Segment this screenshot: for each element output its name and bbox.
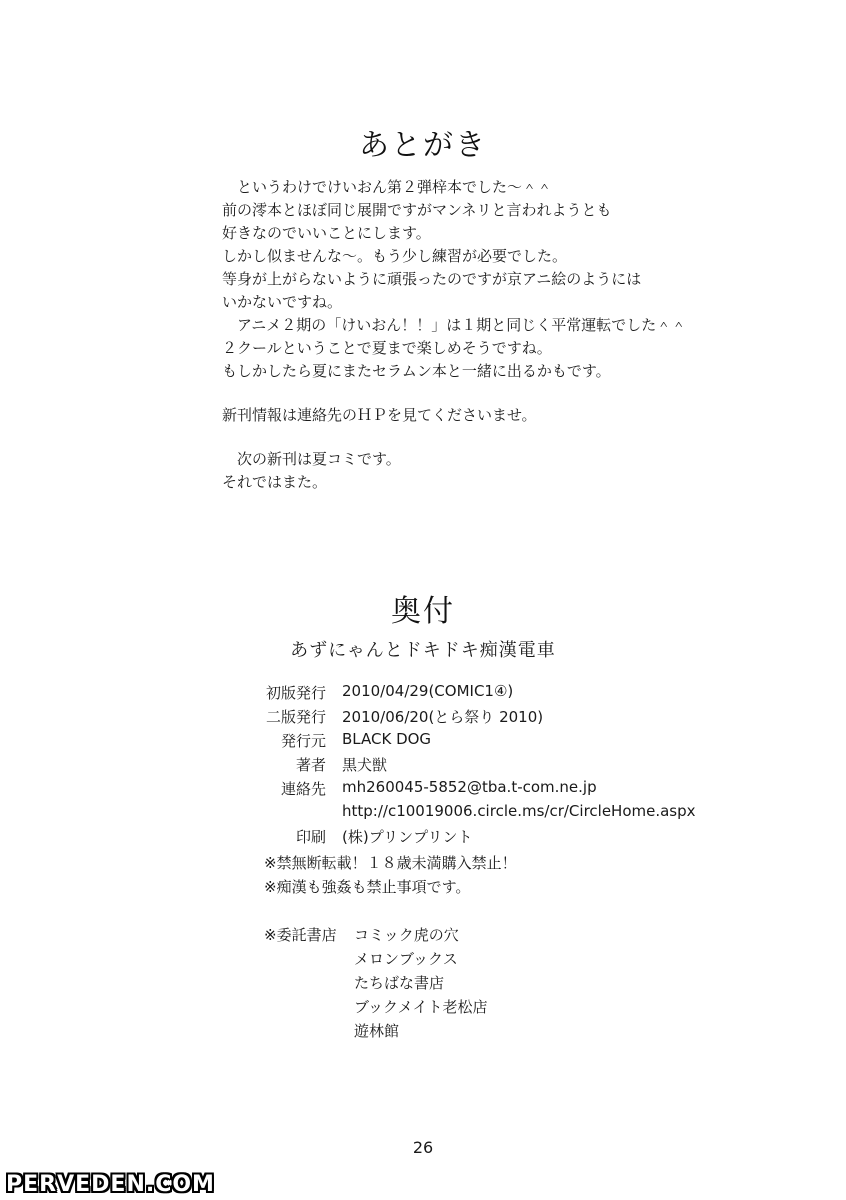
printer-value: (株)プリンプリント — [342, 828, 473, 846]
afterword-line: というわけでけいおん第２弾梓本でした～＾＾ — [222, 178, 553, 196]
publisher-label: 発行元 — [280, 732, 326, 750]
book-title: あずにゃんとドキドキ痴漢電車 — [290, 640, 556, 661]
closing-line: それではまた。 — [222, 473, 328, 491]
author-label: 著者 — [295, 756, 326, 774]
page-number: 26 — [412, 1138, 434, 1157]
afterword-line: しかし似ませんな～。もう少し練習が必要でした。 — [222, 247, 568, 265]
colophon-title: 奥付 — [391, 594, 455, 629]
contact-email: mh260045-5852@tba.t-com.ne.jp — [342, 778, 597, 796]
afterword-body — [222, 176, 742, 494]
shop-item: 遊林館 — [354, 1022, 400, 1040]
first-edition-value: 2010/04/29(COMIC1④) — [342, 682, 514, 700]
consignment-label: ※委託書店 — [264, 926, 337, 944]
afterword-line: 前の澪本とほぼ同じ展開ですがマンネリと言われようとも — [222, 201, 612, 219]
printer-label: 印刷 — [295, 828, 326, 846]
afterword-title: あとがき — [359, 128, 487, 163]
author-value: 黒犬獣 — [342, 756, 388, 774]
new-release-info: 新刊情報は連絡先のＨＰを見てくださいませ。 — [222, 406, 537, 424]
contact-label: 連絡先 — [280, 780, 326, 798]
shop-item: ブックメイト老松店 — [354, 998, 488, 1016]
notice-line: ※禁無断転載！１８歳未満購入禁止！ — [264, 854, 517, 872]
afterword-line: もしかしたら夏にまたセラムン本と一緒に出るかもです。 — [222, 362, 611, 380]
contact-url: http://c10019006.circle.ms/cr/CircleHome.aspx — [342, 802, 696, 820]
closing-line: 次の新刊は夏コミです。 — [222, 450, 401, 468]
shop-item: コミック虎の穴 — [354, 926, 459, 944]
site-watermark: PERVEDEN.COM — [6, 1172, 215, 1197]
first-edition-label: 初版発行 — [265, 684, 326, 702]
afterword-line: ２クールということで夏まで楽しめそうですね。 — [222, 339, 552, 357]
second-edition-value: 2010/06/20(とら祭り 2010) — [342, 708, 544, 726]
afterword-line: 好きなのでいいことにします。 — [222, 224, 431, 242]
second-edition-label: 二版発行 — [265, 708, 326, 726]
shop-item: メロンブックス — [354, 950, 458, 968]
notice-line: ※痴漢も強姦も禁止事項です。 — [264, 878, 471, 896]
afterword-line: いかないですね。 — [222, 293, 343, 311]
shop-item: たちばな書店 — [354, 974, 445, 992]
afterword-line: 等身が上がらないように頑張ったのですが京アニ絵のようには — [222, 270, 642, 288]
afterword-line: アニメ２期の「けいおん！！」は１期と同じく平常運転でした＾＾ — [222, 316, 687, 334]
publisher-value: BLACK DOG — [342, 730, 432, 748]
